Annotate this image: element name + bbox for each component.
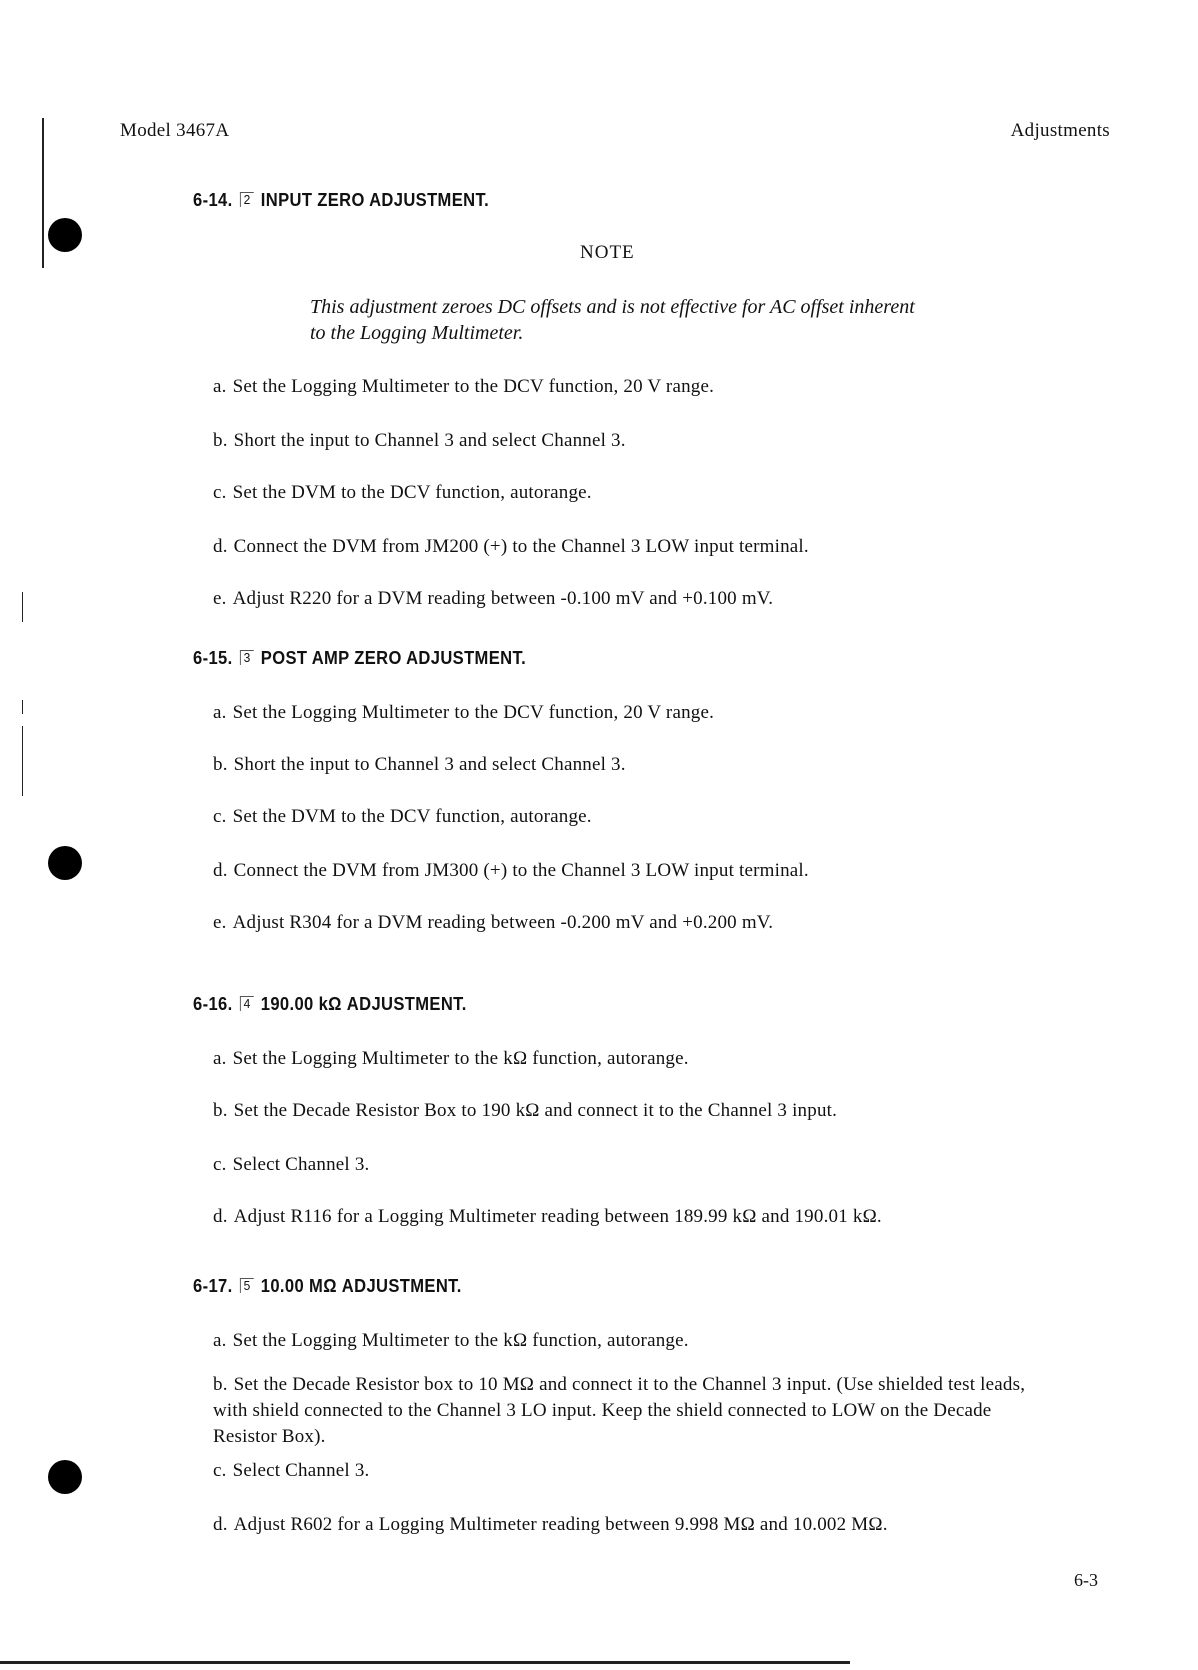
step (213, 1514, 888, 1536)
step (213, 1460, 370, 1482)
step (213, 860, 809, 882)
step (213, 1100, 837, 1122)
step-text: Connect the DVM from JM200 (+) to the Channel 3 LOW input terminal. (233, 536, 809, 557)
step (213, 536, 809, 558)
note-title: NOTE (580, 242, 635, 263)
left-margin-mark (22, 592, 23, 622)
step-label: a. (213, 1330, 227, 1351)
section-heading: 190.00 kΩ ADJUSTMENT. (260, 994, 467, 1014)
step (213, 754, 626, 776)
adjustment-ref-box: 3 (240, 650, 253, 665)
step (213, 1372, 1038, 1450)
step (213, 1206, 882, 1228)
step-label: d. (213, 1206, 228, 1227)
punch-hole (48, 218, 82, 252)
section-title (193, 1276, 462, 1297)
step-label: c. (213, 1460, 227, 1481)
step (213, 588, 773, 610)
section-heading: POST AMP ZERO ADJUSTMENT. (260, 648, 527, 668)
step-text: Set the DVM to the DCV function, autorange. (232, 806, 592, 827)
note-text: This adjustment zeroes DC offsets and is not effective for AC offset inherent to the Logging Multimeter. (310, 296, 915, 344)
step-text: Adjust R116 for a Logging Multimeter reading between 189.99 kΩ and 190.01 kΩ. (233, 1206, 882, 1227)
step-label: e. (213, 588, 227, 609)
header-chapter: Adjustments (1010, 120, 1110, 141)
step-label: c. (213, 482, 227, 503)
step (213, 482, 592, 504)
header-model: Model 3467A (120, 120, 230, 141)
section-number: 6-14. (193, 190, 233, 210)
section-heading: 10.00 MΩ ADJUSTMENT. (260, 1276, 462, 1296)
step (213, 376, 714, 398)
step-label: d. (213, 536, 228, 557)
step-text: Set the Logging Multimeter to the DCV function, 20 V range. (232, 376, 715, 397)
step (213, 912, 773, 934)
step-text: Set the Logging Multimeter to the kΩ function, autorange. (232, 1330, 689, 1351)
step-text: Adjust R602 for a Logging Multimeter reading between 9.998 MΩ and 10.002 MΩ. (233, 1514, 888, 1535)
step-text: Adjust R304 for a DVM reading between -0.200 mV and +0.200 mV. (232, 912, 774, 933)
section-number: 6-16. (193, 994, 233, 1014)
step (213, 1330, 689, 1352)
adjustment-ref-box: 4 (240, 996, 253, 1011)
punch-hole (48, 1460, 82, 1494)
step-label: e. (213, 912, 227, 933)
left-margin-line (42, 118, 44, 268)
step-text: Set the Decade Resistor Box to 190 kΩ and connect it to the Channel 3 input. (233, 1100, 838, 1121)
page-number: 6-3 (1074, 1570, 1098, 1590)
section-title (193, 648, 526, 669)
step-text: Set the Logging Multimeter to the kΩ function, autorange. (232, 1048, 689, 1069)
section-number: 6-17. (193, 1276, 233, 1296)
step (213, 702, 714, 724)
section-title (193, 994, 467, 1015)
step-text: Adjust R220 for a DVM reading between -0.100 mV and +0.100 mV. (232, 588, 774, 609)
step-text: Connect the DVM from JM300 (+) to the Channel 3 LOW input terminal. (233, 860, 809, 881)
left-margin-mark (22, 726, 23, 796)
left-margin-mark (22, 700, 23, 714)
punch-hole (48, 846, 82, 880)
step-label: c. (213, 1154, 227, 1175)
section-number: 6-15. (193, 648, 233, 668)
step-label: b. (213, 1374, 228, 1395)
step (213, 806, 592, 828)
step (213, 1048, 689, 1070)
step-text: Set the Logging Multimeter to the DCV function, 20 V range. (232, 702, 715, 723)
step (213, 430, 626, 452)
step-label: b. (213, 1100, 228, 1121)
step-text: Short the input to Channel 3 and select Channel 3. (233, 754, 626, 775)
adjustment-ref-box: 5 (240, 1278, 253, 1293)
step-text: Set the DVM to the DCV function, autorange. (232, 482, 592, 503)
step-label: a. (213, 376, 227, 397)
bottom-edge-line (0, 1661, 850, 1664)
step-label: c. (213, 806, 227, 827)
step-text: Set the Decade Resistor box to 10 MΩ and connect it to the Channel 3 input. (Use shielded test leads, with shield connected to the Channel 3 LO input. Keep the shield connected to LOW on the Decade Resistor Box). (213, 1374, 1026, 1447)
step-label: d. (213, 1514, 228, 1535)
step-text: Select Channel 3. (232, 1154, 370, 1175)
step-label: a. (213, 702, 227, 723)
adjustment-ref-box: 2 (240, 192, 253, 207)
step-label: b. (213, 430, 228, 451)
section-heading: INPUT ZERO ADJUSTMENT. (260, 190, 490, 210)
step (213, 1154, 370, 1176)
step-text: Select Channel 3. (232, 1460, 370, 1481)
section-title (193, 190, 489, 211)
step-label: d. (213, 860, 228, 881)
step-label: a. (213, 1048, 227, 1069)
step-label: b. (213, 754, 228, 775)
step-text: Short the input to Channel 3 and select Channel 3. (233, 430, 626, 451)
